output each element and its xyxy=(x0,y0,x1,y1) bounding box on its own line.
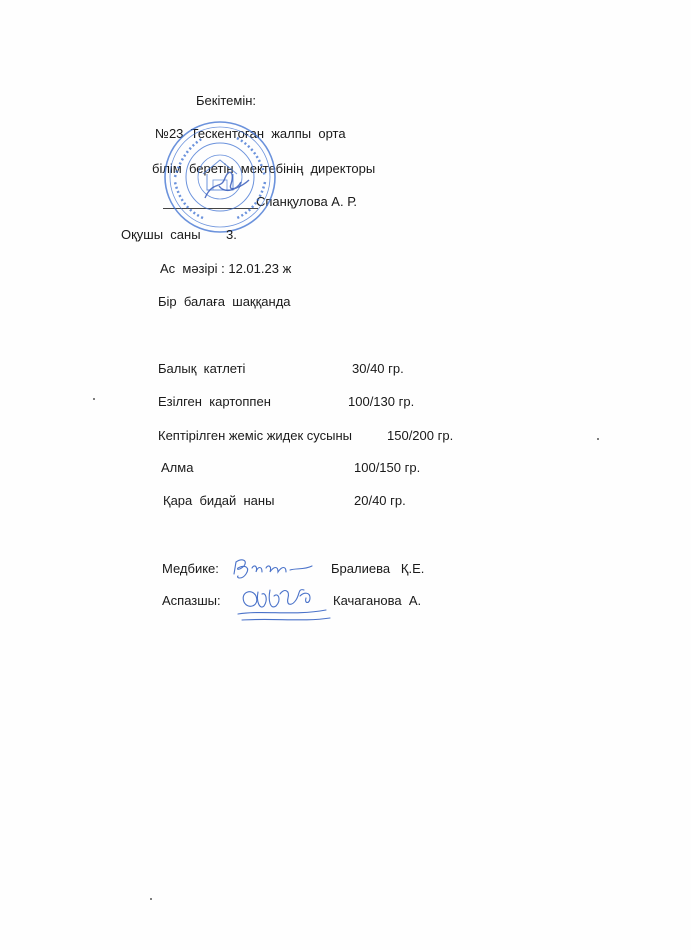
menu-item-portion: 100/150 гр. xyxy=(354,460,421,475)
menu-item xyxy=(0,493,691,509)
menu-item-name: Балық катлеті xyxy=(158,361,246,376)
menu-item xyxy=(0,428,691,444)
cook-name: Качаганова А. xyxy=(333,593,422,608)
menu-item-name: Кептірілген жеміс жидек сусыны xyxy=(158,428,353,443)
cook-label: Аспазшы: xyxy=(162,593,221,608)
director-name: Спанқулова А. Р. xyxy=(256,194,358,209)
scan-speck xyxy=(597,438,599,440)
menu-item-name: Езілген картоппен xyxy=(158,394,271,409)
nurse-name: Бралиева Қ.Е. xyxy=(331,561,425,576)
approval-title: Бекітемін: xyxy=(196,93,256,108)
nurse-label: Медбике: xyxy=(162,561,219,576)
menu-item xyxy=(0,460,691,476)
menu-item xyxy=(0,361,691,377)
menu-item-portion: 30/40 гр. xyxy=(352,361,404,376)
menu-item-name: Қара бидай наны xyxy=(163,493,275,508)
menu-item xyxy=(0,394,691,410)
students-count-label: Оқушы саны xyxy=(121,227,201,242)
menu-date: Ас мәзірі : 12.01.23 ж xyxy=(160,261,292,276)
menu-item-portion: 20/40 гр. xyxy=(354,493,406,508)
scan-speck xyxy=(93,398,95,400)
menu-item-portion: 100/130 гр. xyxy=(348,394,415,409)
scan-speck xyxy=(150,898,152,900)
approval-school-line: №23 Тескентоған жалпы орта xyxy=(155,126,346,141)
round-school-seal-icon xyxy=(163,120,278,235)
students-count-value: 3. xyxy=(226,227,237,242)
menu-item-portion: 150/200 гр. xyxy=(387,428,454,443)
menu-item-name: Алма xyxy=(161,460,194,475)
per-child-heading: Бір балаға шаққанда xyxy=(158,294,291,309)
cook-handwritten-signature xyxy=(234,580,334,625)
approval-position-line: білім беретін мектебінің директоры xyxy=(152,161,376,176)
